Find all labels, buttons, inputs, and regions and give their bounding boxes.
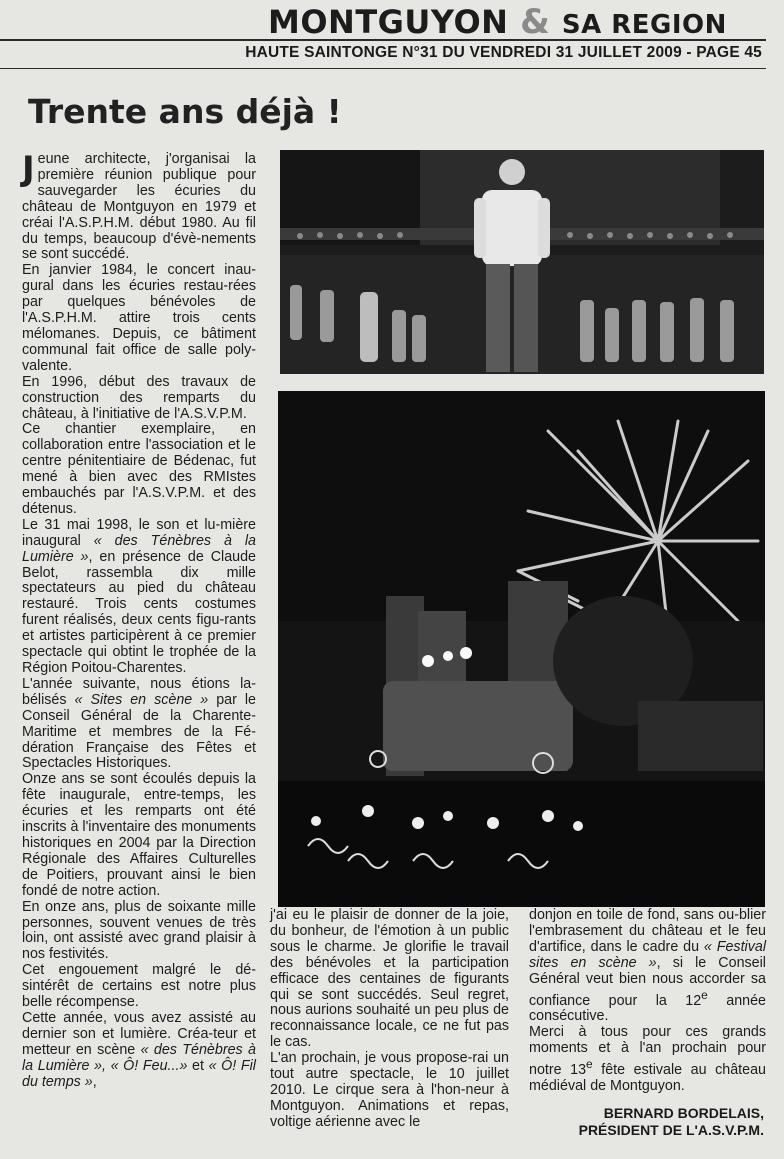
paragraph: j'ai eu le plaisir de donner de la joie, du bonheur, de l'émotion à un public sous le charme. Je glorifie le travail des bénévoles et la participation efficace des centaines de figurants qui se sont succédés. Seul regret, nous aurions souhaité un peu plus de reconnaissance locale, ce ne fut pas le cas. (270, 907, 509, 1051)
paragraph: Jeune architecte, j'organisai la première réunion publique pour sauvegarder les écuries du château de Montguyon en 1979 et créai l'A.S.P.H.M. début 1980. Au fil du temps, beaucoup d'évè-nements se sont succédé. (22, 149, 256, 263)
stage-photo (280, 150, 764, 374)
paragraph: Onze ans se sont écoulés depuis la fête inaugurale, entre-temps, les écuries et les remparts ont été inscrits à l'inventaire des monuments historiques en 2004 par la Direction Régionale des Affaires Culturelles de Poitiers, prouvant ainsi le bien fondé de notre action. (22, 771, 256, 899)
paragraph: En janvier 1984, le concert inau-gural dans les écuries restau-rées par quelques bénévoles de l'A.S.P.H.M. attire trois cents mélomanes. Depuis, ce bâtiment communal fait office de salle poly-valente. (22, 262, 256, 374)
signature-role: PRÉSIDENT DE L'A.S.V.P.M. (578, 1122, 764, 1138)
region-text: SA REGION (561, 10, 727, 40)
ampersand: & (520, 2, 551, 42)
paragraph: En onze ans, plus de soixante mille personnes, souvent venues de très loin, ont assisté avec grand plaisir à nos festivités. (22, 898, 256, 963)
castle-fireworks-image (278, 391, 765, 907)
stage-photo-image (280, 150, 764, 374)
paragraph: En 1996, début des travaux de construction des remparts du château, à l'initiative de l'A.S.V.P.M. (22, 373, 256, 422)
masthead-rule-bottom (0, 68, 766, 69)
paragraph: donjon en toile de fond, sans ou-blier l'embrasement du château et le feu d'artifice, dans le cadre du « Festival sites en scène », si le Conseil Général veut bien nous accorder sa confiance pour la 12e année consécutive. (529, 907, 767, 1025)
drop-cap: J (22, 149, 35, 189)
paragraph: Merci à tous pour ces grands moments et à l'an prochain pour notre 13e fête estivale au château médiéval de Montguyon. (529, 1024, 766, 1094)
article-column-1 (22, 149, 257, 1090)
masthead (0, 0, 784, 70)
paragraph: L'année suivante, nous étions la-bélisés « Sites en scène » par le Conseil Général de la Charente-Maritime et membres de la Fé-dération Française des Fêtes et Spectacles Historiques. (22, 675, 256, 772)
paragraph: Cet engouement malgré le dé-sintérêt de certains est notre plus belle récompense. (22, 962, 256, 1011)
title-text: MONTGUYON (268, 3, 509, 41)
paragraph: Cette année, vous avez assisté au dernier son et lumière. Créa-teur et metteur en scène « des Ténèbres à la Lumière », « Ô! Feu...» et « Ô! Fil du temps », (22, 1009, 256, 1090)
paragraph: L'an prochain, je vous propose-rai un tout autre spectacle, le 10 juillet 2010. Le cirque sera à l'hon-neur à Montguyon. Animations et repas, voltige aérienne avec le (270, 1050, 509, 1130)
newspaper-title (268, 2, 727, 42)
issue-line: HAUTE SAINTONGE N°31 DU VENDREDI 31 JUILLET 2009 - PAGE 45 (245, 44, 762, 61)
paragraph: Le 31 mai 1998, le son et lu-mière inaugural « des Ténèbres à la Lumière », en présence de Claude Belot, rassembla dix mille spectateurs au pied du château restauré. Trois cents costumes furent réalisés, deux cents figu-rants et artistes participèrent à ce premier spectacle qui obtint le trophée de la Région Poitou-Charentes. (22, 516, 257, 676)
signature-name: BERNARD BORDELAIS, (603, 1105, 764, 1121)
castle-fireworks-photo (278, 391, 765, 907)
masthead-rule (0, 39, 766, 41)
paragraph: Ce chantier exemplaire, en collaboration entre l'association et le centre pénitentiaire de Bédenac, fut mené à bien avec des RMIstes embauchés par l'A.S.V.P.M. et des détenus. (22, 421, 256, 517)
author-signature (579, 1105, 764, 1139)
article-column-2 (270, 908, 509, 1131)
article-headline: Trente ans déjà ! (28, 92, 342, 131)
article-column-3 (529, 908, 766, 1095)
